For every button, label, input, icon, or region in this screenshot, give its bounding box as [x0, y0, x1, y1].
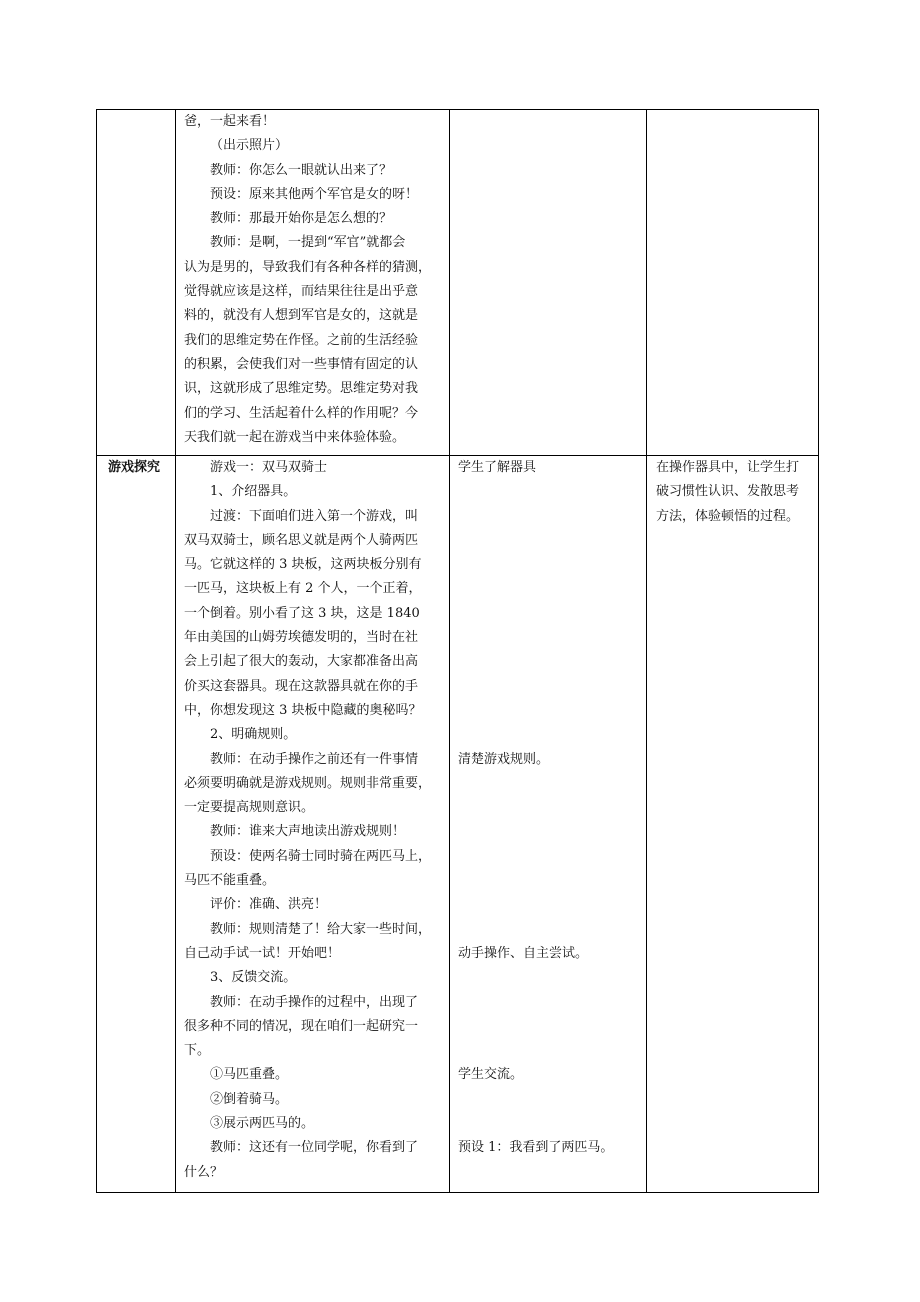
- text-line: 评价：准确、洪亮！: [210, 897, 328, 913]
- text-line: 一匹马，这块板上有 2 个人，一个正着，: [184, 581, 422, 597]
- text-line: 会上引起了很大的轰动，大家都准备出高: [184, 654, 419, 670]
- text-line: [458, 1015, 640, 1039]
- table-right-border: [818, 109, 819, 1193]
- text-line: 们的学习、生活起着什么样的作用呢？今: [184, 405, 419, 421]
- text-line: 过渡：下面咱们进入第一个游戏，叫: [210, 508, 419, 524]
- text-line: 下。: [184, 1043, 211, 1059]
- text-line: [458, 723, 640, 747]
- text-line: [458, 796, 640, 820]
- text-line: 价买这套器具。现在这款器具就在你的手: [184, 678, 419, 694]
- text-line: 预设：使两名骑士同时骑在两匹马上，: [210, 848, 432, 864]
- text-line: [458, 893, 640, 917]
- text-line: [458, 966, 640, 990]
- text-line: [458, 650, 640, 674]
- text-line: 教师：谁来大声地读出游戏规则！: [210, 824, 406, 840]
- column-divider-1: [175, 109, 176, 1193]
- text-line: 教师：那最开始你是怎么想的？: [210, 211, 393, 227]
- text-line: 识，这就形成了思维定势。思维定势对我: [184, 381, 419, 397]
- row1-teacher-activity: [184, 110, 442, 450]
- text-line: 很多种不同的情况，现在咱们一起研究一: [184, 1018, 419, 1034]
- text-line: [458, 845, 640, 869]
- text-line: [458, 577, 640, 601]
- text-line: [458, 1039, 640, 1063]
- text-line: 爸，一起来看！: [184, 114, 276, 129]
- text-line: 教师：在动手操作之前还有一件事情: [210, 751, 419, 767]
- text-line: 一定要提高规则意识。: [184, 800, 315, 816]
- text-line: 天我们就一起在游戏当中来体验体验。: [184, 429, 406, 445]
- text-line: 方法，体验顿悟的过程。: [656, 508, 800, 524]
- text-line: [458, 675, 640, 699]
- table-bottom-border: [96, 1192, 819, 1193]
- text-line: 预设 1：我看到了两匹马。: [458, 1140, 614, 1156]
- text-line: 2、明确规则。: [210, 727, 297, 743]
- text-line: [458, 1088, 640, 1112]
- text-line: 教师：规则清楚了！给大家一些时间，: [210, 921, 432, 937]
- text-line: [458, 1112, 640, 1136]
- text-line: [458, 918, 640, 942]
- table-left-border: [96, 109, 97, 1193]
- text-line: 认为是男的，导致我们有各种各样的猜测，: [184, 259, 432, 275]
- text-line: 什么？: [184, 1164, 224, 1180]
- text-line: 在操作器具中，让学生打: [656, 460, 800, 475]
- text-line: [458, 772, 640, 796]
- text-line: 自己动手试一试！开始吧！: [184, 945, 341, 961]
- text-line: [458, 820, 640, 844]
- text-line: 年由美国的山姆劳埃德发明的，当时在社: [184, 630, 419, 646]
- text-line: 的积累，会使我们对一些事情有固定的认: [184, 356, 419, 372]
- text-line: 一个倒着。别小看了这 3 块，这是 1840: [184, 605, 420, 621]
- text-line: [458, 529, 640, 553]
- text-line: 预设：原来其他两个军官是女的呀！: [210, 186, 419, 202]
- text-line: 马。它就这样的 3 块板，这两块板分别有: [184, 557, 422, 573]
- text-line: 必须要明确就是游戏规则。规则非常重要，: [184, 775, 432, 791]
- text-line: 马匹不能重叠。: [184, 873, 276, 889]
- column-divider-2: [449, 109, 450, 1193]
- text-line: [458, 480, 640, 504]
- text-line: 觉得就应该是这样，而结果往往是出乎意: [184, 284, 419, 300]
- row2-design-intent: [656, 456, 814, 529]
- text-line: [458, 553, 640, 577]
- row2-teacher-activity: [184, 456, 442, 1185]
- text-line: 双马双骑士，顾名思义就是两个人骑两匹: [184, 532, 419, 548]
- text-line: 破习惯性认识、发散思考: [656, 484, 800, 500]
- text-line: 中，你想发现这 3 块板中隐藏的奥秘吗？: [184, 702, 422, 718]
- text-line: 3、反馈交流。: [210, 970, 297, 986]
- text-line: [458, 991, 640, 1015]
- text-line: [458, 626, 640, 650]
- text-line: ③展示两匹马的。: [210, 1116, 315, 1132]
- row2-student-activity: [458, 456, 640, 1161]
- section-label: 游戏探究: [108, 460, 161, 475]
- text-line: 教师：这还有一位同学呢，你看到了: [210, 1140, 419, 1156]
- text-line: 教师：在动手操作的过程中，出现了: [210, 994, 419, 1010]
- text-line: 教师：你怎么一眼就认出来了？: [210, 162, 393, 178]
- column-divider-3: [646, 109, 647, 1193]
- text-line: 动手操作、自主尝试。: [458, 945, 589, 961]
- text-line: 教师：是啊，一提到“军官”就都会: [210, 235, 406, 251]
- text-line: 料的，就没有人想到军官是女的，这就是: [184, 308, 419, 324]
- text-line: 清楚游戏规则。: [458, 751, 550, 767]
- text-line: [458, 602, 640, 626]
- text-line: 我们的思维定势在作怪。之前的生活经验: [184, 332, 419, 348]
- text-line: 学生交流。: [458, 1067, 524, 1083]
- text-line: ①马匹重叠。: [210, 1067, 289, 1083]
- text-line: 1、介绍器具。: [210, 484, 297, 500]
- text-line: ②倒着骑马。: [210, 1091, 289, 1107]
- text-line: [458, 699, 640, 723]
- text-line: 游戏一：双马双骑士: [210, 460, 328, 475]
- text-line: [458, 869, 640, 893]
- text-line: 学生了解器具: [458, 460, 537, 475]
- text-line: [458, 505, 640, 529]
- text-line: （出示照片）: [210, 138, 289, 154]
